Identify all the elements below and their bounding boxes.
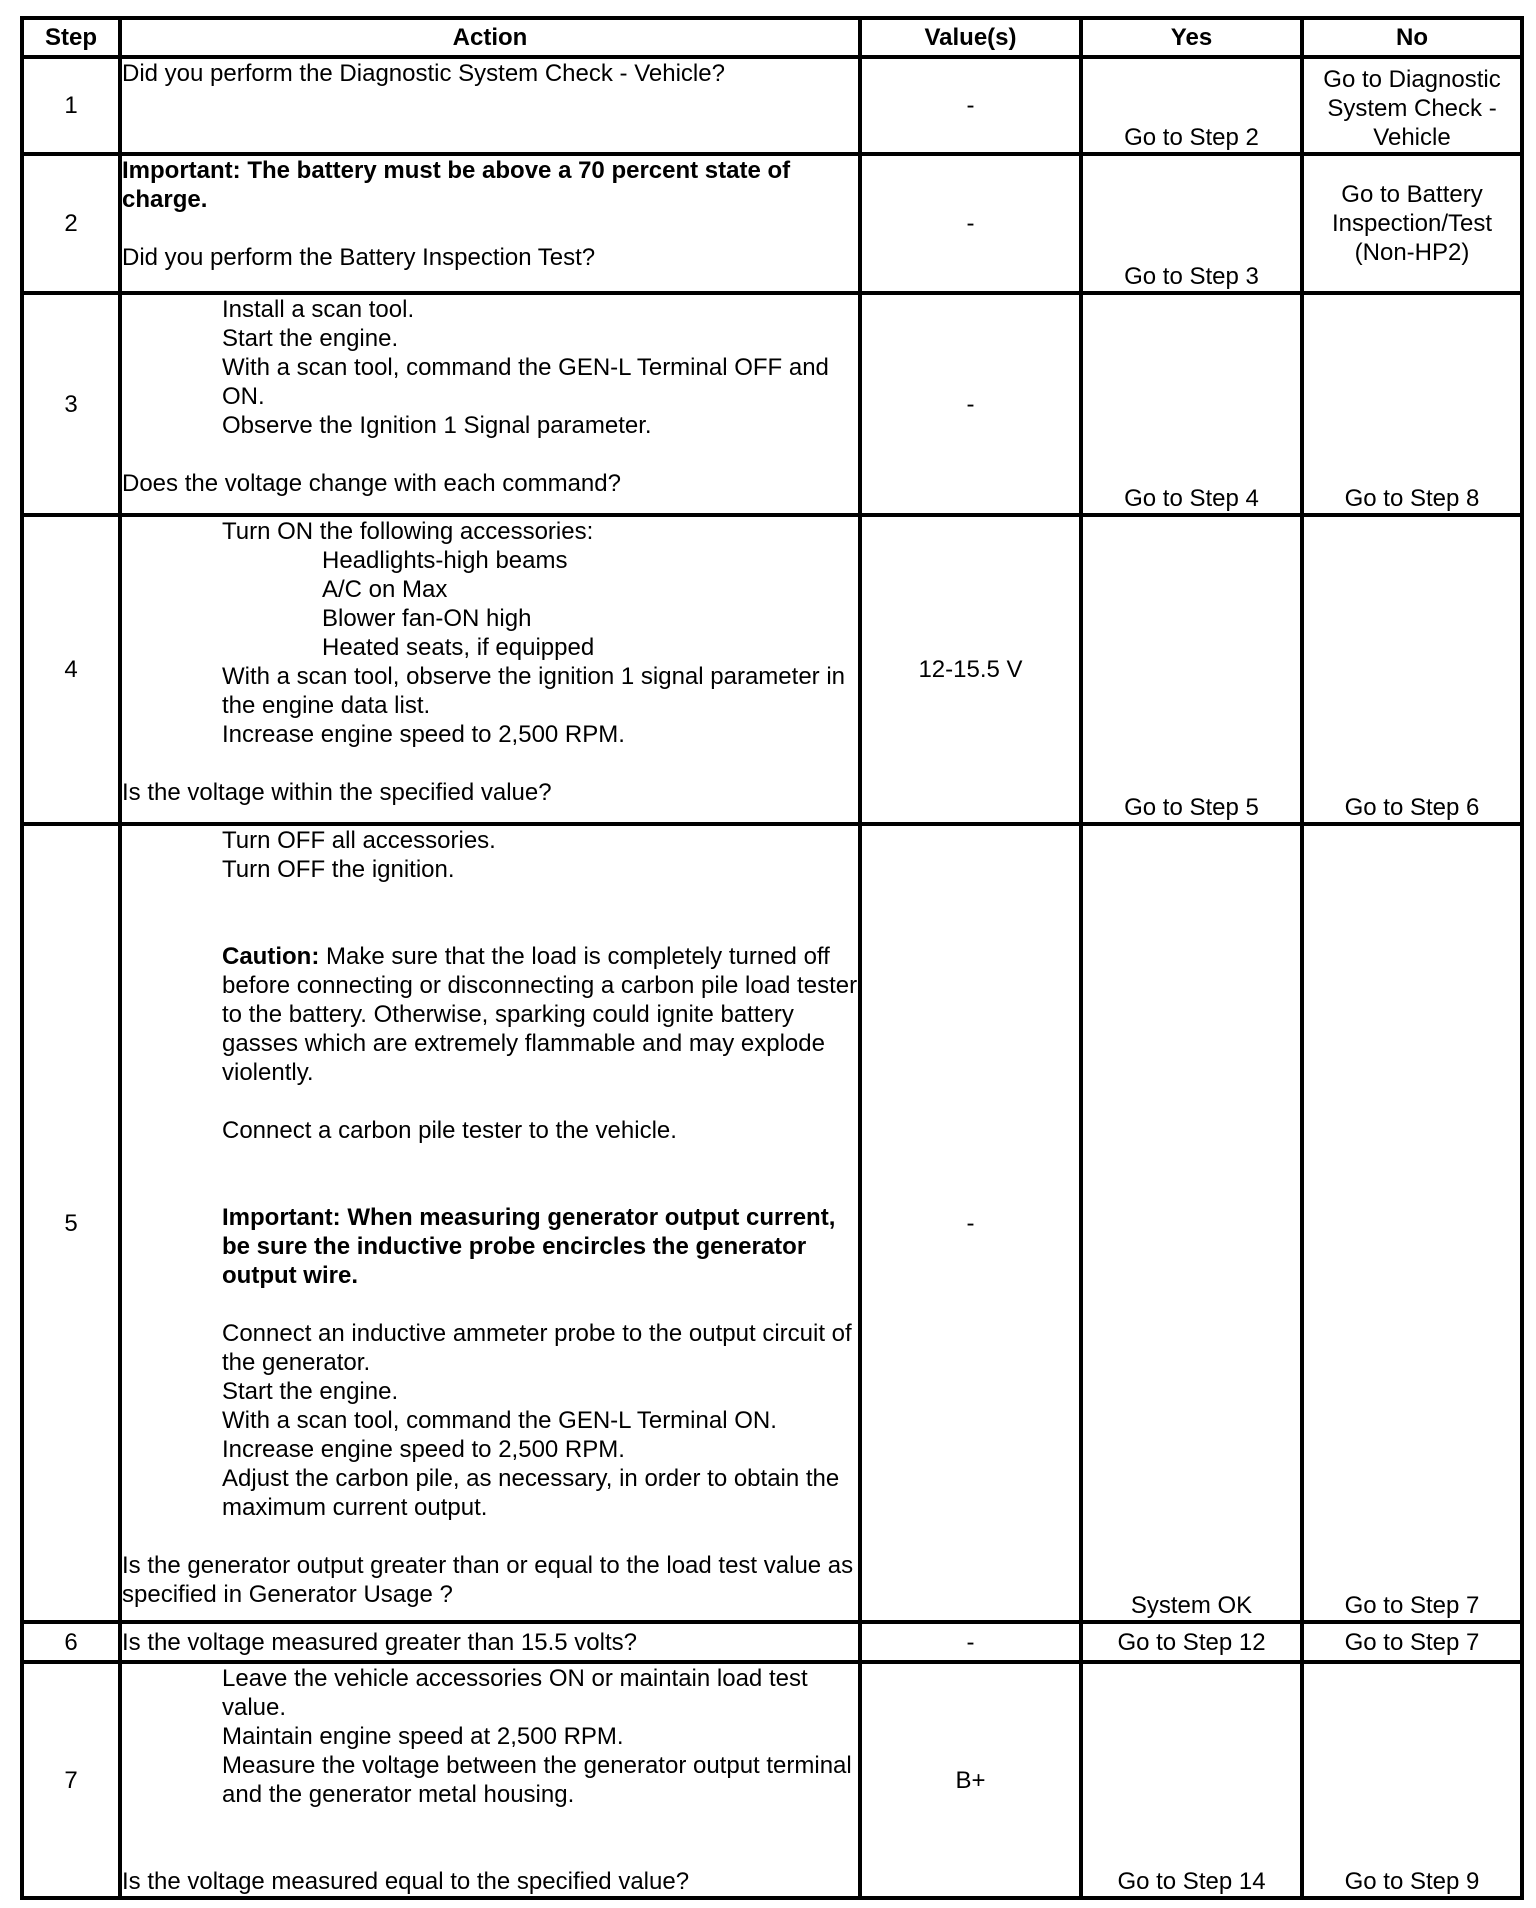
action-intro: Turn ON the following accessories: [222,518,594,545]
action-cell [120,1622,860,1662]
header-yes: Yes [1081,18,1302,57]
no-cell: Go to Step 6 [1302,515,1522,824]
important-note: Important: When measuring generator output current, be sure the inductive probe encircles the generator output wire. [222,1204,836,1289]
yes-cell: Go to Step 5 [1081,515,1302,824]
action-question: Is the voltage within the specified value? [122,779,552,806]
action-step: Connect a carbon pile tester to the vehicle. [222,1117,677,1144]
action-step: Increase engine speed to 2,500 RPM. [222,721,625,748]
accessory-item: A/C on Max [322,576,448,603]
action-step: Start the engine. [222,1378,399,1405]
header-no: No [1302,18,1522,57]
header-row [22,18,1522,57]
action-step: Connect an inductive ammeter probe to the output circuit of the generator. [222,1320,852,1376]
action-step: Leave the vehicle accessories ON or maintain load test value. [222,1665,808,1721]
values-cell: - [860,1622,1081,1662]
table-row-step-5 [22,824,1522,1622]
accessory-item: Headlights-high beams [322,547,568,574]
action-cell [120,293,860,515]
action-cell [120,515,860,824]
yes-cell: Go to Step 4 [1081,293,1302,515]
action-step: Observe the Ignition 1 Signal parameter. [222,412,652,439]
table-row-step-3 [22,293,1522,515]
action-step: Increase engine speed to 2,500 RPM. [222,1436,625,1463]
important-note: Important: The battery must be above a 70 percent state of charge. [122,157,791,213]
action-step: Adjust the carbon pile, as necessary, in order to obtain the maximum current output. [222,1465,840,1521]
no-cell: Go to Step 7 [1302,1622,1522,1662]
header-step: Step [22,18,120,57]
yes-cell: Go to Step 12 [1081,1622,1302,1662]
action-question: Is the voltage measured greater than 15.5 volts? [122,1628,637,1656]
caution-text: Make sure that the load is completely turned off before connecting or disconnecting a carbon pile load tester to the battery. Otherwise, sparking could ignite battery gasses which are extremely flammable and may explode violently. [222,943,858,1086]
values-cell: - [860,57,1081,154]
accessory-item: Blower fan-ON high [322,605,532,632]
action-cell [120,1662,860,1898]
step-number: 3 [22,293,120,515]
values-cell: 12-15.5 V [860,515,1081,824]
action-step: Install a scan tool. [222,296,415,323]
action-step: With a scan tool, observe the ignition 1 signal parameter in the engine data list. [222,663,846,719]
yes-cell: Go to Step 14 [1081,1662,1302,1898]
values-cell: - [860,154,1081,293]
diagnostic-table [20,16,1524,1900]
action-step: Maintain engine speed at 2,500 RPM. [222,1723,624,1750]
action-question: Is the generator output greater than or equal to the load test value as specified in Generator Usage ? [122,1552,854,1608]
action-cell [120,824,860,1622]
table-row-step-2 [22,154,1522,293]
action-cell [120,154,860,293]
action-step: Start the engine. [222,325,399,352]
no-cell: Go to Step 7 [1302,824,1522,1622]
accessory-item: Heated seats, if equipped [322,634,595,661]
action-question: Is the voltage measured equal to the specified value? [122,1868,690,1895]
action-step: Turn OFF the ignition. [222,856,455,883]
step-number: 2 [22,154,120,293]
table-row-step-6 [22,1622,1522,1662]
no-cell: Go to Battery Inspection/Test (Non-HP2) [1302,154,1522,293]
step-number: 1 [22,57,120,154]
table-row-step-7 [22,1662,1522,1898]
step-number: 7 [22,1662,120,1898]
no-cell: Go to Diagnostic System Check - Vehicle [1302,57,1522,154]
caution-label: Caution: [222,943,320,970]
values-cell: B+ [860,1662,1081,1898]
action-question: Did you perform the Diagnostic System Check - Vehicle? [122,60,725,87]
values-cell: - [860,293,1081,515]
caution-note [122,942,858,1087]
action-step: Measure the voltage between the generator output terminal and the generator metal housing. [222,1752,852,1808]
header-values: Value(s) [860,18,1081,57]
table-row-step-4 [22,515,1522,824]
values-cell: - [860,824,1081,1622]
action-step: Turn OFF all accessories. [222,827,496,854]
header-action: Action [120,18,860,57]
yes-cell: Go to Step 2 [1081,57,1302,154]
table-row-step-1 [22,57,1522,154]
yes-cell: System OK [1081,824,1302,1622]
no-cell: Go to Step 9 [1302,1662,1522,1898]
no-cell: Go to Step 8 [1302,293,1522,515]
action-step: With a scan tool, command the GEN-L Terminal ON. [222,1407,777,1434]
yes-cell: Go to Step 3 [1081,154,1302,293]
step-number: 5 [22,824,120,1622]
action-step: With a scan tool, command the GEN-L Terminal OFF and ON. [222,354,829,410]
action-cell [120,57,860,154]
action-question: Does the voltage change with each command? [122,470,621,497]
action-question: Did you perform the Battery Inspection Test? [122,244,596,271]
step-number: 4 [22,515,120,824]
step-number: 6 [22,1622,120,1662]
